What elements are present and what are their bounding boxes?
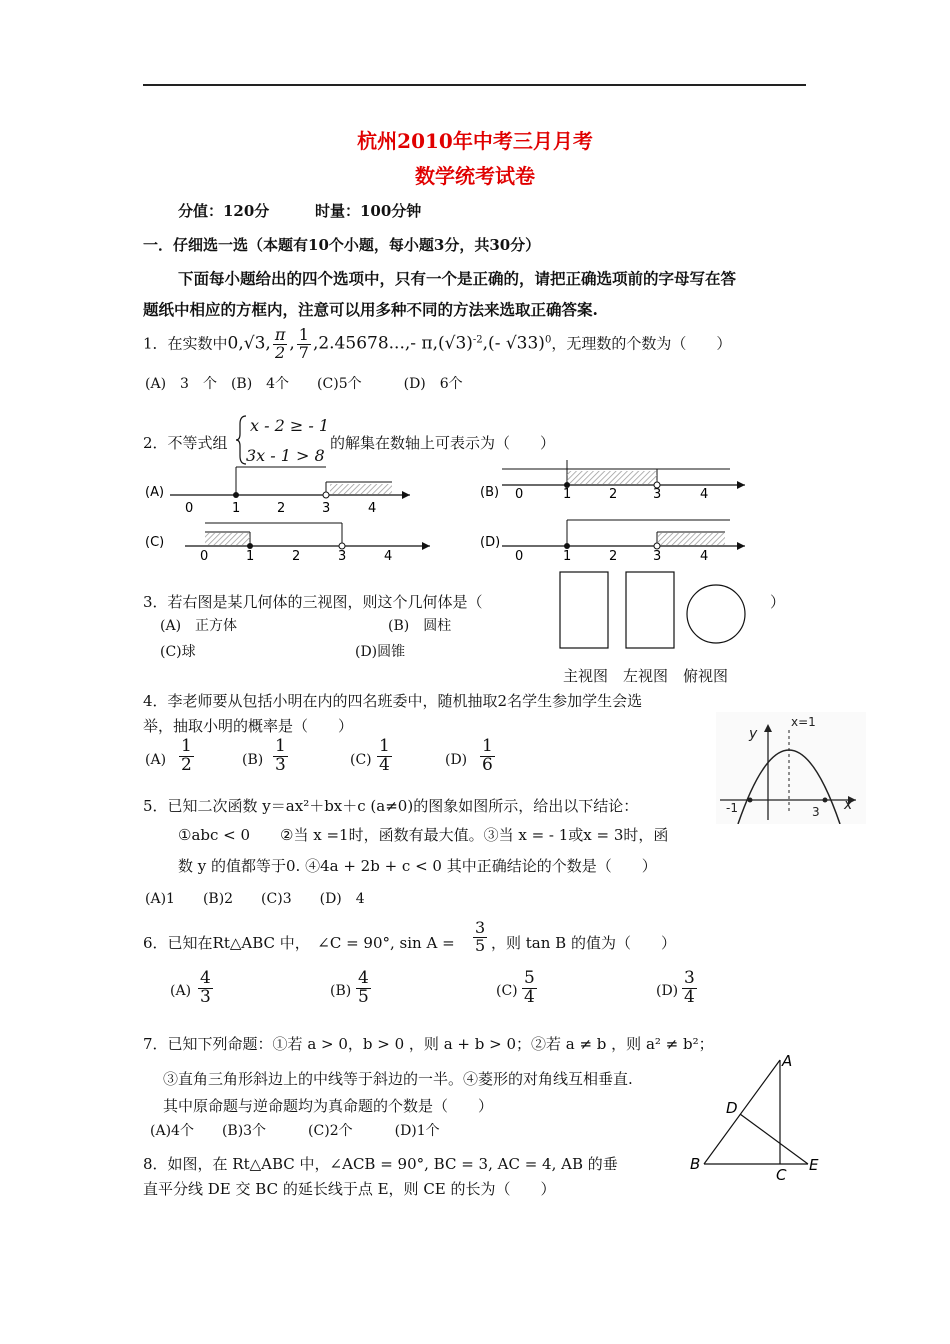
- q1-rest2: ,(- √33): [482, 333, 545, 354]
- vertex-d: D: [726, 1099, 738, 1117]
- q7-line-3: 其中原命题与逆命题均为真命题的个数是（ ）: [163, 1097, 494, 1115]
- q6-option-d-fraction: $\frac{3}{4}$: [684, 968, 695, 1007]
- front-view: [560, 572, 608, 648]
- graph-x-label: x: [844, 797, 853, 813]
- top-view: [687, 585, 745, 643]
- q6-option-a-fraction: $\frac{4}{3}$: [200, 968, 211, 1007]
- q4-option-d-label: (D): [445, 752, 468, 768]
- score-info: 分值：120分: [178, 202, 270, 220]
- q6-option-a-label: (A): [170, 983, 192, 999]
- question-6: [143, 920, 743, 970]
- tick-2: 2: [277, 501, 286, 516]
- q1-exp1: -2: [472, 334, 483, 346]
- q2-prefix: 2．不等式组: [143, 434, 228, 452]
- q1-exp2: 0: [544, 334, 552, 346]
- q6-option-b-fraction: $\frac{4}{5}$: [358, 968, 369, 1007]
- q6-stem-fraction: $\frac{3}{5}$: [475, 918, 486, 955]
- graph-y-label: y: [749, 726, 758, 742]
- q8-line-1: 8．如图，在 Rt△ABC 中，∠ACB = 90°, BC = 3, AC = 4, AB 的垂: [143, 1155, 618, 1173]
- q4-option-c-label: (C): [350, 752, 372, 768]
- tick-1: 1: [246, 549, 255, 564]
- q4-line-1: 4．李老师要从包括小明在内的四名班委中，随机抽取2名学生参加学生会选: [143, 692, 643, 710]
- q3-option-c: (C)球: [160, 644, 196, 660]
- q6-stem-a: 6．已知在Rt△ABC 中， ∠C = 90°, sin A =: [143, 934, 455, 952]
- q3-stem: 3．若右图是某几何体的三视图，则这个几何体是（: [143, 593, 483, 611]
- q4-line-2: 举，抽取小明的概率是（ ）: [143, 717, 354, 735]
- q3-option-d: (D)圆锥: [355, 644, 406, 660]
- graph-root-left: -1: [726, 801, 738, 815]
- q2-inequality-2: 3x - 1 > 8: [246, 446, 325, 465]
- tick-0: 0: [200, 549, 209, 564]
- tick-0: 0: [185, 501, 194, 516]
- q6-option-c-label: (C): [496, 983, 518, 999]
- q4-option-c-fraction: $\frac{1}{4}$: [379, 736, 390, 775]
- q8-line-2: 直平分线 DE 交 BC 的延长线于点 E，则 CE 的长为（ ）: [143, 1180, 556, 1198]
- time-info: 时量：100分钟: [315, 202, 422, 220]
- number-line-a: [170, 467, 410, 516]
- q5-line-2: ①abc < 0 ②当 x =1时，函数有最大值。③当 x = - 1或x = 3时，函: [178, 826, 669, 844]
- q3-option-b: (B) 圆柱: [388, 618, 452, 634]
- q6-option-c-fraction: $\frac{5}{4}$: [524, 968, 535, 1007]
- q2-label-b: (B): [480, 485, 500, 500]
- q5-options: (A)1 (B)2 (C)3 (D) 4: [145, 891, 365, 907]
- q1-options: (A) 3 个 (B) 4个 (C)5个 (D) 6个: [145, 376, 463, 392]
- q3-views-caption: 主视图 左视图 俯视图: [563, 667, 729, 685]
- graph-root-right: 3: [812, 805, 820, 819]
- tick-1: 1: [563, 487, 572, 502]
- q1-fraction-pi: $\frac{\pi}{2}$: [274, 325, 286, 362]
- tick-2: 2: [609, 549, 618, 564]
- tick-4: 4: [700, 549, 709, 564]
- q4-options: [145, 738, 565, 788]
- q7-options: (A)4个 (B)3个 (C)2个 (D)1个: [150, 1123, 440, 1139]
- side-view: [626, 572, 674, 648]
- q2-tail: 的解集在数轴上可表示为（ ）: [330, 434, 556, 452]
- tick-2: 2: [292, 549, 301, 564]
- section-heading: 一．仔细选一选（本题有10个小题，每小题3分，共30分）: [143, 236, 541, 254]
- q1-fraction-seventh: $\frac{1}{7}$: [298, 325, 309, 362]
- q6-options: [170, 970, 730, 1018]
- q4-option-d-fraction: $\frac{1}{6}$: [482, 736, 493, 775]
- vertex-b: B: [690, 1155, 701, 1173]
- tick-3: 3: [338, 549, 347, 564]
- vertex-e: E: [809, 1156, 819, 1174]
- q7-line-2: ③直角三角形斜边上的中线等于斜边的一半。④菱形的对角线互相垂直.: [163, 1070, 633, 1088]
- q4-option-a-fraction: $\frac{1}{2}$: [181, 736, 192, 775]
- tick-3: 3: [653, 487, 662, 502]
- q2-inequality-1: x - 2 ≥ - 1: [250, 416, 330, 435]
- q6-stem-b: ，则 tan B 的值为（ ）: [491, 934, 676, 952]
- number-line-b: [502, 460, 745, 502]
- q3-close: ）: [770, 593, 786, 611]
- vertex-a: A: [782, 1052, 793, 1070]
- q2-number-lines: [140, 460, 760, 570]
- q1-tail: ，无理数的个数为（ ）: [551, 334, 732, 353]
- q7-line-1: 7．已知下列命题：①若 a > 0，b > 0 ，则 a + b > 0；②若 a ≠ b ，则 a² ≠ b²；: [143, 1035, 714, 1053]
- q1-rest: ,2.45678...,- π,(√3): [312, 333, 473, 354]
- q4-option-b-label: (B): [242, 752, 264, 768]
- question-1: 1．在实数中0,√3, $\frac{\pi}{2}$ , $\frac{1}{7}$ ,2.45678...,- $\pi,(√3)^{-2},(-$ √33)$^0$，无理数的个数为（ ）: [143, 325, 732, 362]
- q4-option-a-label: (A): [145, 752, 167, 768]
- q8-triangle-figure: [684, 1048, 834, 1184]
- tick-0: 0: [515, 487, 524, 502]
- q3-three-views: [556, 568, 756, 652]
- q5-line-1: 5．已知二次函数 y＝ax²＋bx＋c (a≠0)的图象如图所示，给出以下结论：: [143, 797, 639, 815]
- tick-4: 4: [384, 549, 393, 564]
- instructions-line-2: 题纸中相应的方框内，注意可以用多种不同的方法来选取正确答案.: [143, 300, 598, 319]
- tick-1: 1: [563, 549, 572, 564]
- tick-2: 2: [609, 487, 618, 502]
- exam-title: 杭州2010年中考三月月考: [357, 129, 593, 153]
- tick-4: 4: [700, 487, 709, 502]
- q2-label-d: (D): [480, 535, 501, 550]
- exam-subtitle: 数学统考试卷: [415, 164, 535, 188]
- tick-3: 3: [322, 501, 331, 516]
- q2-label-c: (C): [145, 535, 165, 550]
- tick-3: 3: [653, 549, 662, 564]
- header-rule: [143, 84, 806, 86]
- q6-option-b-label: (B): [330, 983, 352, 999]
- number-line-d: [502, 520, 745, 564]
- tick-4: 4: [368, 501, 377, 516]
- vertex-c: C: [776, 1166, 787, 1184]
- q6-option-d-label: (D): [656, 983, 679, 999]
- instructions-line-1: 下面每小题给出的四个选项中，只有一个是正确的，请把正确选项前的字母写在答: [178, 269, 737, 288]
- q1-prefix: 1．在实数中: [143, 334, 228, 353]
- tick-1: 1: [232, 501, 241, 516]
- q4-option-b-fraction: $\frac{1}{3}$: [275, 736, 286, 775]
- q2-label-a: (A): [145, 485, 165, 500]
- q5-line-3: 数 y 的值都等于0. ④4a + 2b + c < 0 其中正确结论的个数是（ ）: [178, 857, 657, 875]
- number-line-c: [185, 523, 430, 564]
- q1-nums: 0,√3,: [227, 333, 271, 354]
- tick-0: 0: [515, 549, 524, 564]
- graph-axis-of-symmetry: x=1: [791, 715, 816, 729]
- q5-parabola-graph: [716, 712, 866, 824]
- q3-option-a: (A) 正方体: [160, 618, 238, 634]
